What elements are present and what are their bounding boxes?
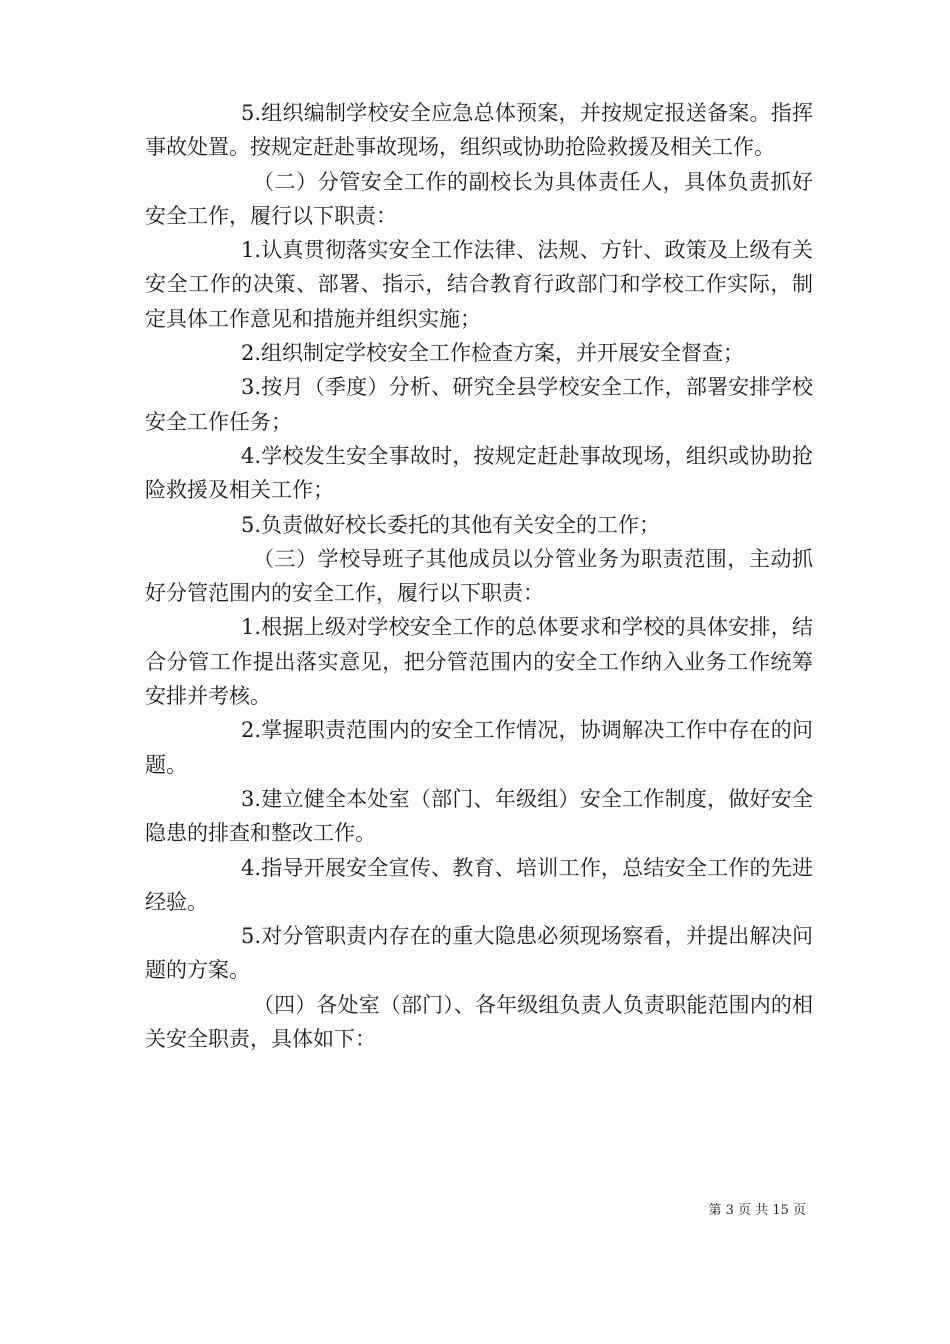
paragraph-item-4-safety-training: 4.指导开展安全宣传、教育、培训工作，总结安全工作的先进经验。 <box>145 855 813 914</box>
document-body <box>145 96 813 1056</box>
paragraph-item-4-accident-response: 4.学校发生安全事故时，按规定赶赴事故现场，组织或协助抢险救援及相关工作； <box>145 443 813 503</box>
paragraph-section-2-vice-principal: （二）分管安全工作的副校长为具体责任人，具体负责抓好安全工作，履行以下职责： <box>145 169 813 228</box>
paragraph-item-1-implement-laws: 1.认真贯彻落实安全工作法律、法规、方针、政策及上级有关安全工作的决策、部署、指示，结合教育行政部门和学校工作实际，制定具体工作意见和措施并组织实施； <box>145 238 813 331</box>
paragraph-item-3-safety-system: 3.建立健全本处室（部门、年级组）安全工作制度，做好安全隐患的排查和整改工作。 <box>145 786 813 846</box>
paragraph-item-1-overall-requirements: 1.根据上级对学校安全工作的总体要求和学校的具体安排，结合分管工作提出落实意见，把分管范围内的安全工作纳入业务工作统筹安排并考核。 <box>145 615 813 709</box>
paragraph-section-4-departments: （四）各处室（部门）、各年级组负责人负责职能范围内的相关安全职责，具体如下： <box>145 992 813 1052</box>
paragraph-section-3-leadership-members: （三）学校导班子其他成员以分管业务为职责范围，主动抓好分管范围内的安全工作，履行以下职责： <box>145 546 813 606</box>
paragraph-item-2-inspection-plan: 2.组织制定学校安全工作检查方案，并开展安全督查； <box>241 341 745 366</box>
page-number-footer: 第 3 页 共 15 页 <box>708 1203 806 1218</box>
paragraph-item-5-emergency-plan: 5.组织编制学校安全应急总体预案，并按规定报送备案。指挥事故处置。按规定赶赴事故现场，组织或协助抢险救援及相关工作。 <box>145 101 813 160</box>
paragraph-item-5-major-hazards: 5.对分管职责内存在的重大隐患必须现场察看，并提出解决问题的方案。 <box>145 924 813 983</box>
paragraph-item-3-monthly-analysis: 3.按月（季度）分析、研究全县学校安全工作，部署安排学校安全工作任务； <box>145 375 813 434</box>
paragraph-item-2-coordinate-issues: 2.掌握职责范围内的安全工作情况，协调解决工作中存在的问题。 <box>145 718 813 777</box>
paragraph-item-5-principal-delegated: 5.负责做好校长委托的其他有关安全的工作； <box>241 512 661 537</box>
